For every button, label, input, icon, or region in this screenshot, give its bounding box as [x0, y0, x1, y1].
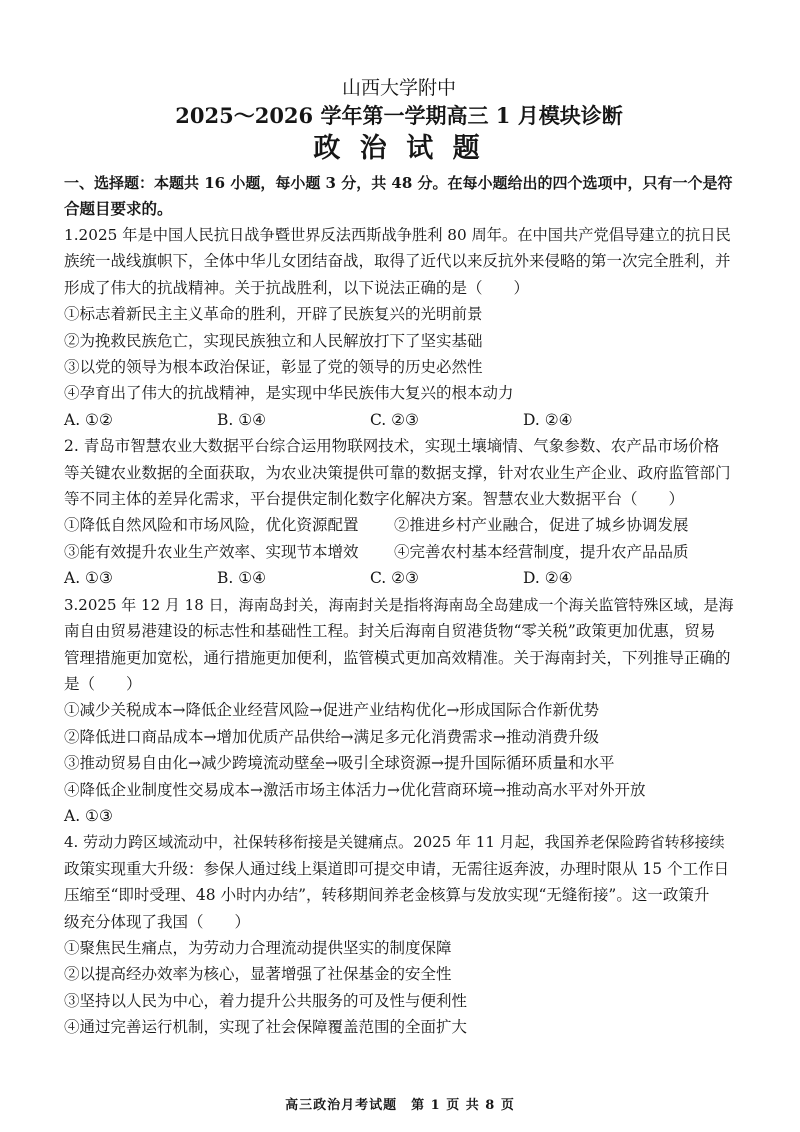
question-2: [64, 433, 734, 591]
option-b[interactable]: B. ①④: [217, 569, 267, 588]
question-stem-line: 族统一战线旗帜下，全体中华儿女团结奋战，取得了近代以来反抗外来侵略的第一次完全胜利，并: [64, 252, 731, 271]
question-stem-line: 是（ ）: [64, 674, 142, 693]
statement-row: [64, 539, 734, 565]
statement: ①聚焦民生痛点，为劳动力合理流动提供坚实的制度保障: [64, 938, 452, 957]
question-stem-line: 政策实现重大升级：参保人通过线上渠道即可提交申请，无需往返奔波，办理时限从 15 个工作日: [64, 859, 730, 878]
option-c[interactable]: C. ②③: [370, 569, 419, 588]
question-stem-line: 3.2025 年 12 月 18 日，海南岛封关，海南封关是指将海南岛全岛建成一个海关监管特殊区域，是海: [64, 595, 734, 614]
school-name: 山西大学附中: [341, 77, 456, 99]
section-heading-line: 合题目要求的。: [64, 199, 173, 218]
page-footer: 高三政治月考试题 第 1 页 共 8 页: [285, 1098, 515, 1113]
statement: ②以提高经办效率为核心，显著增强了社保基金的安全性: [64, 965, 452, 984]
option-a[interactable]: A. ①③: [64, 806, 113, 825]
statement: ④降低企业制度性交易成本→激活市场主体活力→优化营商环境→推动高水平对外开放: [64, 780, 646, 799]
question-stem-line: 管理措施更加宽松，通行措施更加便利，监管模式更加高效精准。关于海南封关，下列推导正确的: [64, 648, 731, 667]
option-c[interactable]: C. ②③: [370, 410, 419, 429]
statement: ④完善农村基本经营制度，提升农产品品质: [394, 542, 689, 561]
question-stem-line: 4. 劳动力跨区域流动中，社保转移衔接是关键痛点。2025 年 11 月起，我国养老保险跨省转移接续: [64, 833, 725, 852]
option-d[interactable]: D. ②④: [523, 569, 573, 588]
option-a[interactable]: A. ①②: [64, 410, 113, 429]
statement: ③推动贸易自由化→减少跨境流动壁垒→吸引全球资源→提升国际循环质量和水平: [64, 754, 615, 773]
statement: ②降低进口商品成本→增加优质产品供给→满足多元化消费需求→推动消费升级: [64, 727, 599, 746]
question-stem-line: 压缩至“即时受理、48 小时内办结”，转移期间养老金核算与发放实现“无缝衔接”。这一政策升: [64, 886, 710, 905]
statement: ②为挽救民族危亡，实现民族独立和人民解放打下了坚实基础: [64, 331, 483, 350]
option-d[interactable]: D. ②④: [523, 410, 573, 429]
question-stem-line: 等关键农业数据的全面获取，为农业决策提供可靠的数据支撑，针对农业生产企业、政府监管部门: [64, 463, 731, 482]
question-stem-line: 等不同主体的差异化需求，平台提供定制化数字化解决方案。智慧农业大数据平台（ ）: [64, 490, 685, 509]
section-heading-line: 一、选择题：本题共 16 小题，每小题 3 分，共 48 分。在每小题给出的四个选项中，只有一个是符: [64, 174, 733, 192]
question-3: [64, 592, 734, 830]
question-stem-line: 形成了伟大的抗战精神。关于抗战胜利，以下说法正确的是（ ）: [64, 278, 530, 297]
statement: ④孕育出了伟大的抗战精神，是实现中华民族伟大复兴的根本动力: [64, 384, 514, 403]
question-stem-line: 1.2025 年是中国人民抗日战争暨世界反法西斯战争胜利 80 周年。在中国共产党倡导建立的抗日民: [64, 226, 731, 244]
statement: ③坚持以人民为中心，着力提升公共服务的可及性与便利性: [64, 991, 468, 1010]
question-stem-line: 2. 青岛市智慧农业大数据平台综合运用物联网技术，实现土壤墒情、气象参数、农产品市场价格: [64, 437, 720, 456]
question-1: [64, 222, 734, 433]
question-stem-line: 南自由贸易港建设的标志性和基础性工程。封关后海南自贸港货物“零关税”政策更加优惠，贸易: [64, 622, 716, 641]
subject-title: 政 治 试 题: [313, 133, 485, 164]
statement: ③能有效提升农业生产效率、实现节本增效: [64, 542, 359, 561]
statement: ①标志着新民主主义革命的胜利，开辟了民族复兴的光明前景: [64, 305, 483, 324]
exam-title: 2025～2026 学年第一学期高三 1 月模块诊断: [175, 103, 623, 128]
statement: ②推进乡村产业融合，促进了城乡协调发展: [394, 516, 689, 535]
statement-row: [64, 512, 734, 538]
statement: ③以党的领导为根本政治保证，彰显了党的领导的历史必然性: [64, 358, 483, 377]
answer-options: [64, 565, 734, 591]
statement: ①减少关税成本→降低企业经营风险→促进产业结构优化→形成国际合作新优势: [64, 701, 599, 720]
option-a[interactable]: A. ①③: [64, 569, 113, 588]
answer-options: [64, 407, 734, 433]
question-stem-line: 级充分体现了我国（ ）: [64, 912, 251, 931]
statement: ④通过完善运行机制，实现了社会保障覆盖范围的全面扩大: [64, 1018, 468, 1037]
question-4: [64, 829, 734, 1040]
option-b[interactable]: B. ①④: [217, 410, 267, 429]
answer-options: [64, 803, 734, 829]
statement: ①降低自然风险和市场风险，优化资源配置: [64, 516, 359, 535]
section-heading: [64, 170, 734, 222]
